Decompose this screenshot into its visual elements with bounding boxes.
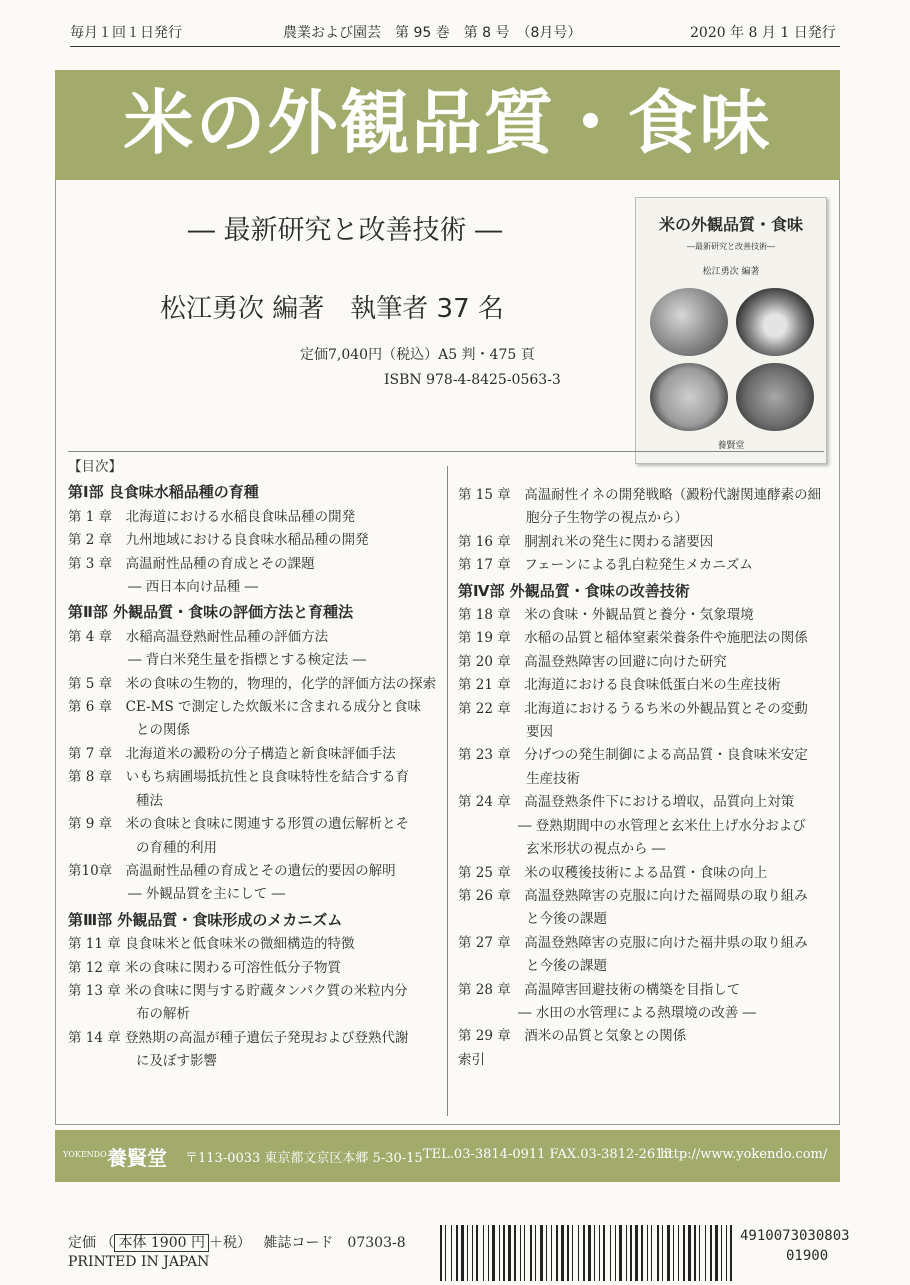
toc-chapter-continuation: との関係 xyxy=(136,722,190,739)
toc-chapter: 第 25 章 米の収穫後技術による品質・食味の向上 xyxy=(458,864,768,881)
toc-chapter: 第 17 章 フェーンによる乳白粒発生メカニズム xyxy=(458,557,753,574)
barcode-bar xyxy=(567,1225,569,1281)
barcode-bar xyxy=(662,1225,663,1281)
barcode-bar xyxy=(535,1225,536,1281)
barcode-bar xyxy=(578,1225,579,1281)
price-label: 定価 xyxy=(68,1235,96,1251)
barcode-bar xyxy=(583,1225,585,1281)
publisher-phone: TEL.03-3814-0911 FAX.03-3812-2615 xyxy=(423,1147,672,1162)
barcode-bar xyxy=(705,1225,706,1281)
book-cover-image xyxy=(635,197,827,464)
toc-chapter-subtitle: ― 水田の水管理による熱環境の改善 ― xyxy=(518,1004,757,1021)
toc-chapter: 第 26 章 高温登熟障害の克服に向けた福岡県の取り組み xyxy=(458,887,808,904)
cover-photo-brown-rice xyxy=(736,363,814,431)
barcode-bar xyxy=(688,1225,691,1281)
printed-in-japan: PRINTED IN JAPAN xyxy=(68,1254,210,1270)
toc-chapter: 第 20 章 高温登熟障害の回避に向けた研究 xyxy=(458,653,727,670)
barcode-bar xyxy=(641,1225,643,1281)
toc-part-heading: 第Ⅰ部 良食味水稲品種の育種 xyxy=(68,483,259,502)
toc-chapter: 第 12 章 米の食味に関わる可溶性低分子物質 xyxy=(68,959,342,976)
barcode-bar xyxy=(467,1225,468,1281)
toc-right-column xyxy=(458,484,821,1072)
toc-chapter: 第 9 章 米の食味と食味に関連する形質の遺伝解析とそ xyxy=(68,816,410,833)
barcode-bar xyxy=(503,1225,505,1281)
toc-chapter-subtitle: ― 外観品質を主にして ― xyxy=(128,886,286,903)
toc-chapter: 第 19 章 水稲の品質と稲体窒素栄養条件や施肥法の関係 xyxy=(458,630,808,647)
toc-chapter: 第 1 章 北海道における水稲良食味品種の開発 xyxy=(68,508,356,525)
magazine-issue: 農業および園芸 第 95 巻 第 8 号 （8月号） xyxy=(283,25,582,41)
barcode-bar xyxy=(556,1225,558,1281)
toc-chapter: 第 14 章 登熟期の高温が種子遺伝子発現および登熟代謝 xyxy=(68,1029,409,1046)
barcode-bar xyxy=(530,1225,532,1281)
cover-title: 米の外観品質・食味 xyxy=(658,215,803,234)
barcode-bar xyxy=(651,1225,652,1281)
toc-chapter: 第 24 章 高温登熟条件下における増収，品質向上対策 xyxy=(458,794,795,811)
publisher-name: 養賢堂 xyxy=(107,1146,167,1170)
barcode-bar xyxy=(721,1225,722,1281)
barcode-bar xyxy=(615,1225,616,1281)
barcode-bar xyxy=(546,1225,547,1281)
barcode-bar xyxy=(694,1225,696,1281)
barcode-bar xyxy=(499,1225,500,1281)
cover-subtitle: ―最新研究と改善技術― xyxy=(687,242,775,251)
toc-chapter: 第 27 章 高温登熟障害の克服に向けた福井県の取り組み xyxy=(458,934,808,951)
price-box: 本体 1900 円 xyxy=(114,1234,209,1252)
cover-photo-grains xyxy=(650,363,728,431)
toc-chapter-continuation: 生産技術 xyxy=(526,770,580,787)
barcode-bar xyxy=(483,1225,484,1281)
barcode-number-2: 01900 xyxy=(786,1248,829,1264)
magazine-code: 雑誌コード 07303-8 xyxy=(263,1235,406,1251)
price-suffix: ＋税） xyxy=(208,1235,251,1251)
barcode-bar xyxy=(610,1225,611,1281)
barcode-bar xyxy=(647,1225,648,1281)
toc-chapter-continuation: 布の解析 xyxy=(136,1006,190,1023)
toc-chapter-continuation: と今後の課題 xyxy=(526,911,607,928)
toc-chapter: 第 13 章 米の食味に関与する貯蔵タンパク質の米粒内分 xyxy=(68,982,408,999)
toc-chapter: 第 7 章 北海道米の澱粉の分子構造と新食味評価手法 xyxy=(68,745,396,762)
barcode-bar xyxy=(461,1225,464,1281)
cover-photo-rice-cooked xyxy=(736,288,814,356)
barcode-bar xyxy=(476,1225,478,1281)
issue-frequency: 毎月１回１日発行 xyxy=(70,25,182,41)
barcode-number-1: 4910073030803 xyxy=(740,1228,850,1244)
barcode-bar xyxy=(599,1225,600,1281)
book-subtitle: ― 最新研究と改善技術 ― xyxy=(187,215,503,246)
barcode-bar xyxy=(683,1225,685,1281)
toc-chapter-subtitle: ― 西日本向け品種 ― xyxy=(128,579,259,596)
barcode-bar xyxy=(440,1225,442,1281)
toc-chapter-continuation: に及ぼす影響 xyxy=(136,1053,217,1070)
divider xyxy=(68,451,824,452)
barcode-bar xyxy=(551,1225,552,1281)
toc-left-column xyxy=(68,456,436,1074)
barcode-bar xyxy=(699,1225,700,1281)
toc-chapter-continuation: の育種的利用 xyxy=(136,839,217,856)
issue-date: 2020 年 8 月 1 日発行 xyxy=(690,25,836,41)
publisher-logo-small: YOKENDO xyxy=(63,1150,107,1159)
toc-chapter-subtitle: ― 背白米発生量を指標とする検定法 ― xyxy=(128,652,367,669)
barcode-bar xyxy=(657,1225,659,1281)
barcode-bar xyxy=(514,1225,516,1281)
publisher-footer xyxy=(55,1130,840,1182)
barcode-bar xyxy=(673,1225,674,1281)
barcode-bar xyxy=(635,1225,638,1281)
barcode-bar xyxy=(619,1225,622,1281)
barcode-bar xyxy=(603,1225,605,1281)
barcode-bar xyxy=(588,1225,591,1281)
barcode-bar xyxy=(456,1225,458,1281)
toc-part-heading: 第Ⅲ部 外観品質・食味形成のメカニズム xyxy=(68,910,343,929)
toc-chapter: 索引 xyxy=(458,1051,485,1068)
toc-chapter: 第 3 章 高温耐性品種の育成とその課題 xyxy=(68,555,315,572)
barcode-bar xyxy=(472,1225,473,1281)
toc-chapter: 第 23 章 分げつの発生制御による高品質・良食味米安定 xyxy=(458,747,808,764)
book-isbn: ISBN 978-4-8425-0563-3 xyxy=(384,372,561,388)
toc-chapter: 第 8 章 いもち病圃場抵抗性と良食味特性を結合する育 xyxy=(68,769,410,786)
toc-chapter: 第10章 高温耐性品種の育成とその遺伝的要因の解明 xyxy=(68,862,396,879)
barcode-bar xyxy=(524,1225,525,1281)
barcode-bar xyxy=(726,1225,727,1281)
title-banner xyxy=(55,70,840,180)
toc-chapter: 第 28 章 高温障害回避技術の構築を目指して xyxy=(458,981,741,998)
toc-part-heading: 第Ⅳ部 外観品質・食味の改善技術 xyxy=(458,581,690,600)
publisher-address: 〒113-0033 東京都文京区本郷 5-30-15 xyxy=(185,1151,423,1166)
toc-chapter: 第 11 章 良食味米と低食味米の微細構造的特徴 xyxy=(68,936,355,953)
book-title: 米の外観品質・食味 xyxy=(123,82,772,164)
cover-editor: 松江勇次 編著 xyxy=(702,267,760,277)
toc-part-heading: 第Ⅱ部 外観品質・食味の評価方法と育種法 xyxy=(68,603,354,622)
toc-chapter: 第 21 章 北海道における良食味低蛋白米の生産技術 xyxy=(458,677,781,694)
barcode-bar xyxy=(626,1225,627,1281)
book-price: 定価7,040円（税込）A5 判・475 頁 xyxy=(300,347,535,363)
publisher-url: http://www.yokendo.com/ xyxy=(660,1147,828,1162)
cover-publisher: 養賢堂 xyxy=(717,441,745,451)
barcode-bar xyxy=(561,1225,564,1281)
toc-chapter-continuation: 種法 xyxy=(136,792,163,809)
toc-heading: 【目次】 xyxy=(68,459,122,475)
toc-chapter: 第 5 章 米の食味の生物的，物理的，化学的評価方法の探索 xyxy=(68,675,437,692)
toc-chapter: 第 18 章 米の食味・外観品質と養分・気象環境 xyxy=(458,607,754,624)
toc-chapter-continuation: 胞分子生物学の視点から） xyxy=(526,510,688,527)
toc-chapter: 第 22 章 北海道におけるうるち米の外観品質とその変動 xyxy=(458,700,808,717)
barcode-bar xyxy=(630,1225,632,1281)
barcode-bar xyxy=(540,1225,543,1281)
barcode-bar xyxy=(488,1225,489,1281)
barcode-bar xyxy=(445,1225,446,1281)
cover-photo-lab xyxy=(650,288,728,356)
price-line: 定価 （ 本体 1900 円 ＋税） 雑誌コード 07303-8 xyxy=(68,1235,406,1251)
barcode-bar xyxy=(730,1225,732,1281)
barcode-bar xyxy=(492,1225,495,1281)
toc-chapter: 第 29 章 酒米の品質と気象との関係 xyxy=(458,1028,687,1045)
barcode-bar xyxy=(508,1225,511,1281)
barcode-bar xyxy=(715,1225,718,1281)
barcode-bar xyxy=(667,1225,670,1281)
toc-chapter: 第 2 章 九州地域における良食味水稲品種の開発 xyxy=(68,532,369,549)
barcode-bar xyxy=(594,1225,595,1281)
toc-chapter-subtitle: ― 登熟期間中の水管理と玄米仕上げ水分および xyxy=(518,817,806,834)
barcode-bar xyxy=(572,1225,573,1281)
issue-header xyxy=(70,20,840,47)
toc-chapter-continuation: 玄米形状の視点から ― xyxy=(526,841,666,858)
toc-chapter: 第 15 章 高温耐性イネの開発戦略（澱粉代謝関連酵素の細 xyxy=(458,487,822,503)
column-divider xyxy=(447,466,448,1116)
barcode-bar xyxy=(710,1225,712,1281)
toc-chapter-continuation: と今後の課題 xyxy=(526,958,607,975)
toc-chapter: 第 4 章 水稲高温登熟耐性品種の評価方法 xyxy=(68,628,329,645)
toc-chapter: 第 16 章 胴割れ米の発生に関わる諸要因 xyxy=(458,533,714,550)
barcode-bar xyxy=(451,1225,452,1281)
barcode-bar xyxy=(678,1225,679,1281)
toc-chapter-continuation: 要因 xyxy=(526,724,553,741)
book-editor: 松江勇次 編著 執筆者 37 名 xyxy=(160,294,504,324)
barcode-bar xyxy=(520,1225,521,1281)
toc-chapter: 第 6 章 CE-MS で測定した炊飯米に含まれる成分と食味 xyxy=(68,699,422,716)
